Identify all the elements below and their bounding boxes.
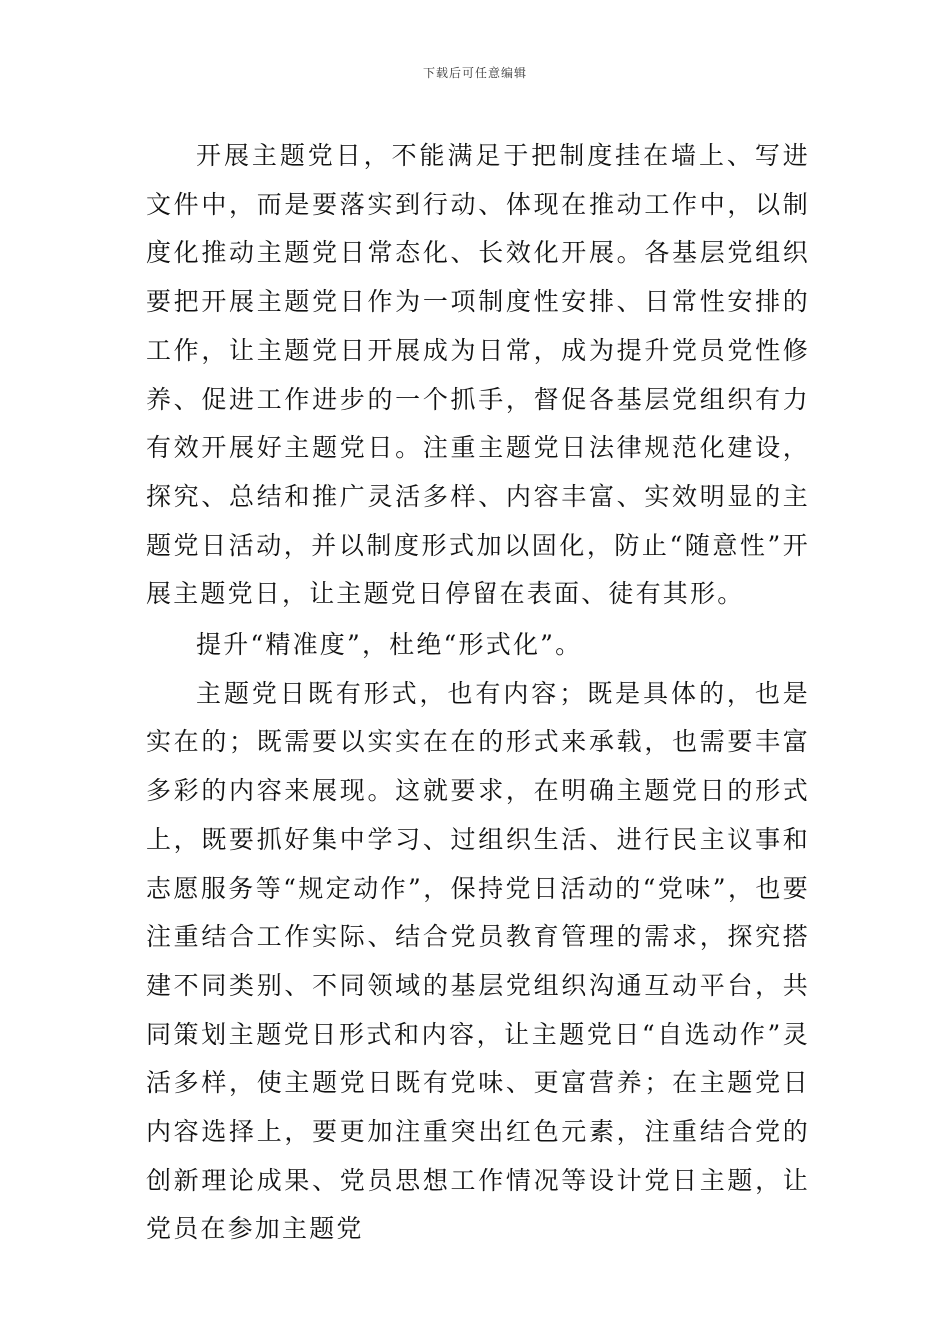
page-header-note: 下载后可任意编辑 (422, 66, 527, 80)
paragraph-1: 开展主题党日，不能满足于把制度挂在墙上、写进文件中，而是要落实到行动、体现在推动工作中，以制度化推动主题党日常态化、长效化开展。各基层党组织要把开展主题党日作为一项制度性安排、日常性安排的工作，让主题党日开展成为日常，成为提升党员党性修养、促进工作进步的一个抓手，督促各基层党组织有力有效开展好主题党日。注重主题党日法律规范化建设，探究、总结和推广灵活多样、内容丰富、实效明显的主题党日活动，并以制度形式加以固化，防止“随意性”开展主题党日，让主题党日停留在表面、徒有其形。 (146, 141, 810, 609)
paragraph-2-heading: 提升“精准度”，杜绝“形式化”。 (196, 630, 583, 660)
paragraph-3: 主题党日既有形式，也有内容；既是具体的，也是实在的；既需要以实实在在的形式来承载，也需要丰富多彩的内容来展现。这就要求，在明确主题党日的形式上，既要抓好集中学习、过组织生活、进行民主议事和志愿服务等“规定动作”，保持党日活动的“党味”，也要注重结合工作实际、结合党员教育管理的需求，探究搭建不同类别、不同领域的基层党组织沟通互动平台，共同策划主题党日形式和内容，让主题党日“自选动作”灵活多样，使主题党日既有党味、更富营养；在主题党日内容选择上，要更加注重突出红色元素，注重结合党的创新理论成果、党员思想工作情况等设计党日主题，让党员在参加主题党 (146, 678, 810, 1244)
document-body (146, 132, 810, 1254)
